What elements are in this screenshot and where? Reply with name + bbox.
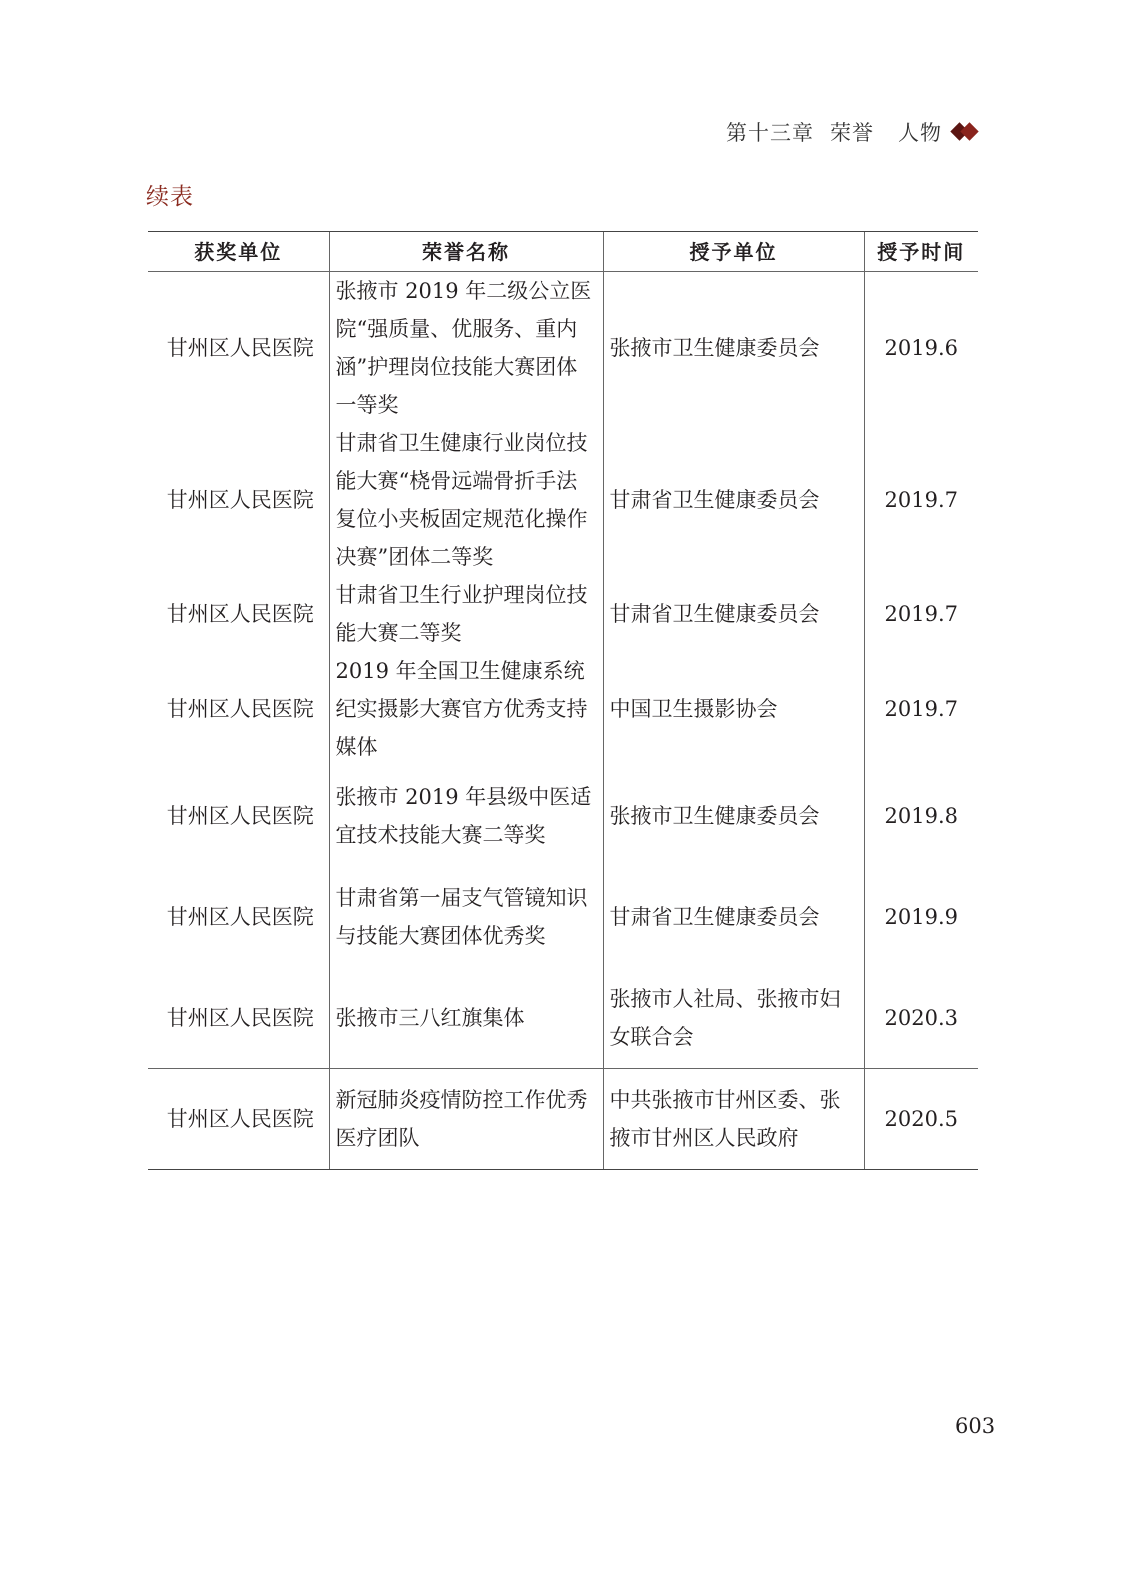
grantor-cell: 中共张掖市甘州区委、张掖市甘州区人民政府: [603, 1068, 864, 1169]
grantor-cell: 张掖市人社局、张掖市妇女联合会: [603, 968, 864, 1068]
honor-name-cell: 张掖市 2019 年县级中医适宜技术技能大赛二等奖: [329, 766, 603, 866]
page-number: 603: [955, 1414, 996, 1438]
table-row: [148, 1068, 978, 1169]
honor-name-cell: 甘肃省卫生健康行业岗位技能大赛“桡骨远端骨折手法复位小夹板固定规范化操作决赛”团体二等奖: [329, 424, 603, 576]
award-unit-cell: 甘州区人民医院: [166, 336, 314, 360]
award-unit-cell: 甘州区人民医院: [166, 1005, 314, 1030]
grantor-cell: 甘肃省卫生健康委员会: [603, 866, 864, 968]
award-unit-cell: 甘州区人民医院: [148, 1068, 329, 1169]
honor-name-cell: 2019 年全国卫生健康系统纪实摄影大赛官方优秀支持媒体: [329, 652, 603, 766]
grantor-cell: 甘肃省卫生健康委员会: [603, 576, 864, 652]
date-cell: 2019.8: [864, 766, 978, 866]
award-unit-cell: 甘州区人民医院: [166, 804, 314, 828]
date-cell: 2019.7: [864, 576, 978, 652]
grantor-cell: 中国卫生摄影协会: [603, 652, 864, 766]
table-row: [148, 866, 978, 968]
double-diamond-icon: [950, 120, 980, 144]
honor-name-cell: 甘肃省第一届支气管镜知识与技能大赛团体优秀奖: [329, 866, 603, 968]
section-label: 荣誉: [830, 121, 874, 145]
table-header-row: [148, 232, 978, 272]
header-grantor: 授予单位: [603, 232, 864, 272]
chapter-label: 第十三章: [726, 121, 814, 145]
table-row: [148, 272, 978, 425]
award-unit-cell: 甘州区人民医院: [166, 697, 314, 721]
subsection-label: 人物: [898, 121, 942, 145]
grantor-cell: 张掖市卫生健康委员会: [603, 766, 864, 866]
date-cell: 2019.7: [864, 424, 978, 576]
date-cell: 2020.5: [864, 1068, 978, 1169]
date-cell: 2019.9: [864, 866, 978, 968]
awards-table: [148, 231, 978, 1170]
honor-name-cell: 张掖市三八红旗集体: [329, 968, 603, 1068]
table-row: [148, 424, 978, 576]
table-row: [148, 652, 978, 766]
running-head: [726, 116, 980, 148]
honor-name-cell: 甘肃省卫生行业护理岗位技能大赛二等奖: [329, 576, 603, 652]
header-honor-name: 荣誉名称: [329, 232, 603, 272]
header-award-unit: 获奖单位: [148, 232, 329, 272]
grantor-cell: 甘肃省卫生健康委员会: [603, 424, 864, 576]
table-row: [148, 576, 978, 652]
award-unit-cell: 甘州区人民医院: [166, 602, 314, 626]
grantor-cell: 张掖市卫生健康委员会: [603, 272, 864, 425]
honor-name-cell: 新冠肺炎疫情防控工作优秀医疗团队: [329, 1068, 603, 1169]
date-cell: 2019.7: [864, 652, 978, 766]
table-row: [148, 766, 978, 866]
table-caption: 续表: [146, 184, 194, 210]
date-cell: 2020.3: [864, 968, 978, 1068]
date-cell: 2019.6: [864, 272, 978, 425]
award-unit-cell: 甘州区人民医院: [166, 905, 314, 929]
table-row: [148, 968, 978, 1068]
header-date: 授予时间: [864, 232, 978, 272]
honor-name-cell: 张掖市 2019 年二级公立医院“强质量、优服务、重内涵”护理岗位技能大赛团体一等奖: [329, 272, 603, 425]
award-unit-cell: 甘州区人民医院: [166, 488, 314, 512]
